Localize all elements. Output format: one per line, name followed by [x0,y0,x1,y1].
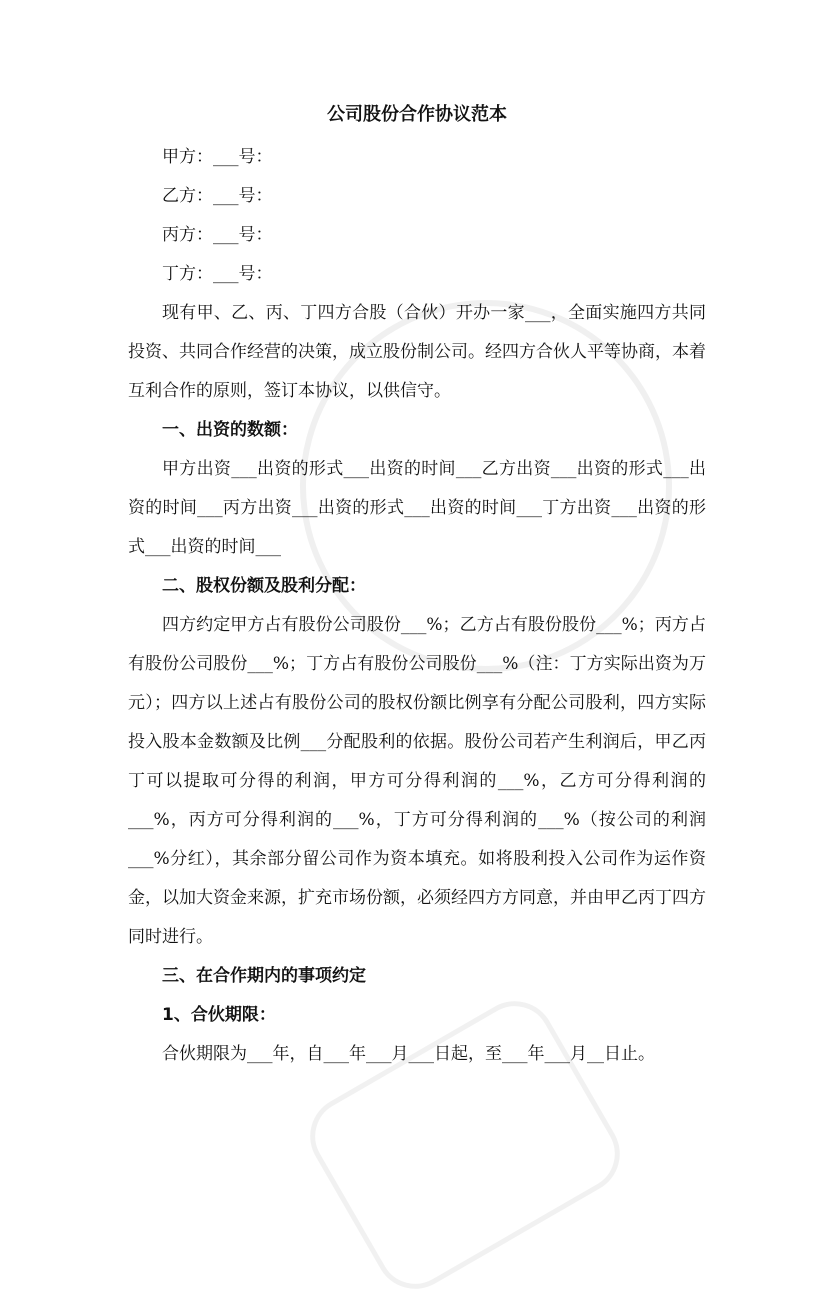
intro-paragraph: 现有甲、乙、丙、丁四方合股（合伙）开办一家___，全面实施四方共同投资、共同合作经营的决策，成立股份制公司。经四方合伙人平等协商，本着互利合作的原则，签订本协议，以供信守。 [128,303,706,401]
subsection-1-heading: 1、合伙期限： [162,1005,276,1025]
section-2-heading: 二、股权份额及股利分配： [162,576,366,596]
party-d: 丁方：___号： [162,264,273,284]
section-3-heading: 三、在合作期内的事项约定 [162,966,366,986]
section-1-body: 甲方出资___出资的形式___出资的时间___乙方出资___出资的形式___出资的时间___丙方出资___出资的形式___出资的时间___丁方出资___出资的形式___出资的时间___ [128,459,706,557]
section-2-body: 四方约定甲方占有股份公司股份___%；乙方占有股份股份___%；丙方占有股份公司股份___%；丁方占有股份公司股份___%（注：丁方实际出资为万元）；四方以上述占有股份公司的股权份额比例享有分配公司股利，四方实际投入股本金数额及比例___分配股利的依据。股份公司若产生利润后，甲乙丙丁可以提取可分得的利润，甲方可分得利润的___%，乙方可分得利润的___%，丙方可分得利润的___%，丁方可分得利润的___%（按公司的利润___%分红），其余部分留公司作为资本填充。如将股利投入公司作为运作资金，以加大资金来源，扩充市场份额，必须经四方方同意，并由甲乙丙丁四方同时进行。 [128,615,706,947]
document-body [128,100,706,1074]
section-1-heading: 一、出资的数额： [162,420,298,440]
party-b: 乙方：___号： [162,186,273,206]
party-a: 甲方：___号： [162,147,273,167]
document-title: 公司股份合作协议范本 [327,104,507,125]
subsection-1-body: 合伙期限为___年，自___年___月___日起，至___年___月__日止。 [162,1044,655,1064]
party-c: 丙方：___号： [162,225,273,245]
